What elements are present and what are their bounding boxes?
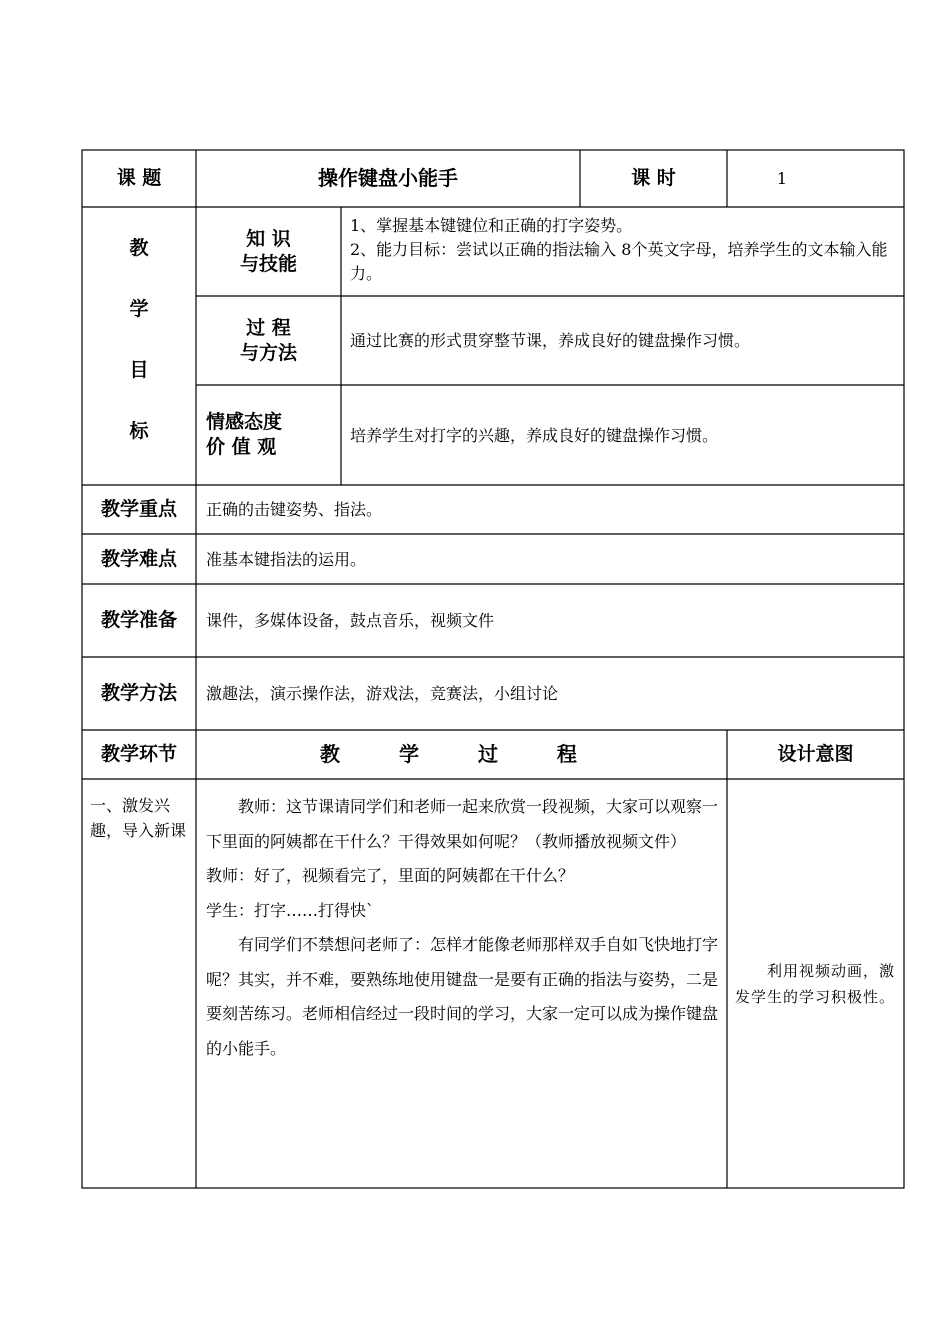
- preparation-value: 课件，多媒体设备，鼓点音乐，视频文件: [206, 611, 495, 630]
- objectives-label: [82, 207, 196, 485]
- objectives-label-char: 目: [129, 359, 149, 381]
- objective-category-knowledge: 知 识 与技能: [239, 227, 297, 275]
- objectives-label-char: 学: [129, 298, 149, 320]
- objective-category-process: 过 程 与方法: [239, 316, 297, 364]
- objectives-label-char: 标: [129, 420, 149, 442]
- objective-content-process: 通过比赛的形式贯穿整节课，养成良好的键盘操作习惯。: [350, 331, 751, 350]
- design-intent: 利用视频动画，激发学生的学习积极性。: [735, 961, 896, 1006]
- methods-value: 激趣法，演示操作法，游戏法，竞赛法，小组讨论: [206, 684, 559, 703]
- preparation-label: 教学准备: [100, 609, 177, 631]
- process-paragraph: 学生：打字……打得快`: [206, 900, 375, 920]
- process-paragraph: 教师：这节课请同学们和老师一起来欣赏一段视频，大家可以观察一下里面的阿姨都在干什么？干得效果如何呢？（教师播放视频文件）: [206, 797, 719, 851]
- period-label: 课 时: [631, 167, 676, 189]
- period-value: 1: [776, 169, 788, 188]
- stage-column-header: 教学环节: [100, 743, 177, 765]
- difficulties-label: 教学难点: [100, 547, 177, 570]
- intent-column-header: 设计意图: [777, 743, 854, 765]
- stage-name: 一、激发兴趣，导入新课: [90, 796, 187, 840]
- objective-category-attitude: 情感态度 价 值 观: [206, 411, 283, 458]
- objectives-label-char: 教: [129, 237, 149, 259]
- key-points-label: 教学重点: [100, 498, 177, 520]
- topic-label: 课 题: [116, 167, 162, 189]
- methods-label: 教学方法: [100, 682, 177, 704]
- topic-value: 操作键盘小能手: [318, 166, 458, 190]
- process-column-header: 教 学 过 程: [320, 742, 603, 766]
- process-paragraph: 有同学们不禁想问老师了：怎样才能像老师那样双手自如飞快地打字呢？其实，并不难，要熟练地使用键盘一是要有正确的指法与姿势，二是要刻苦练习。老师相信经过一段时间的学习，大家一定可以成为操作键盘的小能手。: [206, 935, 719, 1058]
- objective-content-attitude: 培养学生对打字的兴趣，养成良好的键盘操作习惯。: [350, 425, 719, 445]
- difficulties-value: 准基本键指法的运用。: [206, 549, 367, 569]
- objective-content-knowledge: 1、掌握基本键键位和正确的打字姿势。 2、能力目标：尝试以正确的指法输入 8个英文字母，培养学生的文本输入能力。: [350, 216, 888, 283]
- key-points-value: 正确的击键姿势、指法。: [206, 500, 383, 519]
- process-content: [196, 779, 727, 1188]
- process-paragraph: 教师：好了，视频看完了，里面的阿姨都在干什么？: [206, 866, 575, 885]
